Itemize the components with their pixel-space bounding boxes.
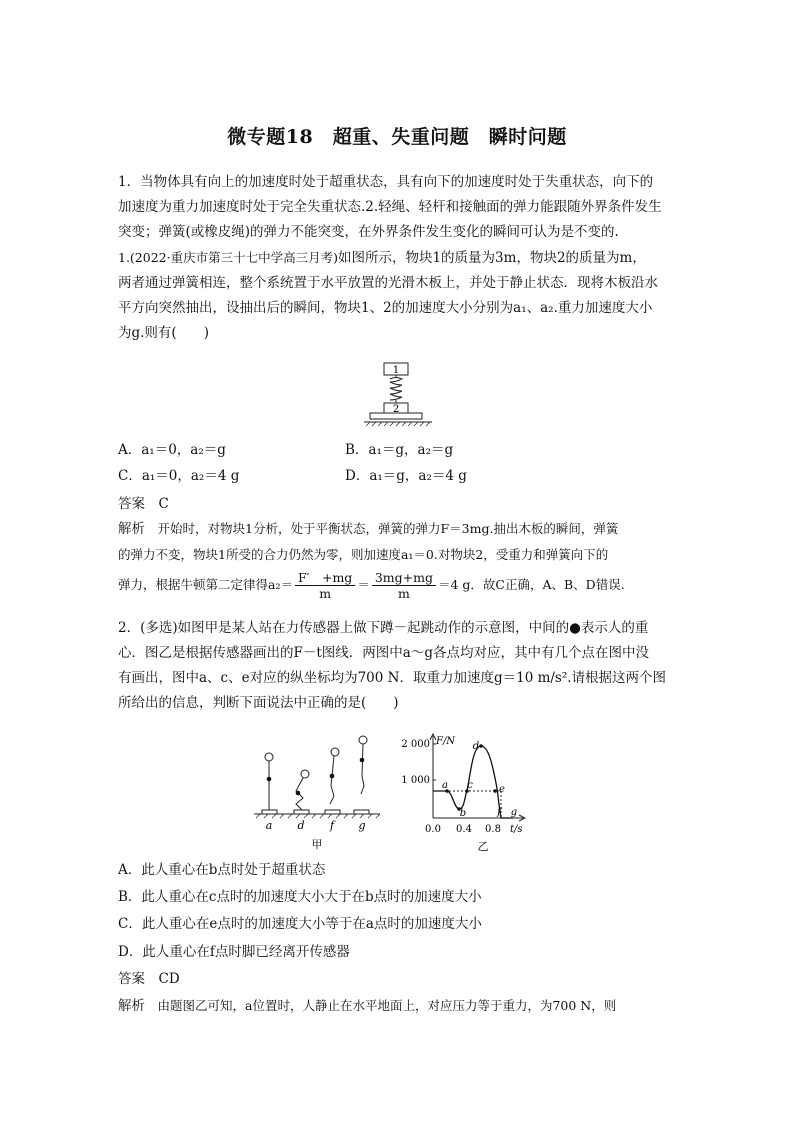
question-1-line-3: 平方向突然抽出，设抽出后的瞬间，物块1、2的加速度大小分别为a₁、a₂.重力加速度大小 <box>118 300 653 316</box>
point-e: e <box>499 784 505 795</box>
question-2-line-3: 有画出，图中a、c、e对应的纵坐标均为700 N．取重力加速度g＝10 m/s².请根据这两个图 <box>118 670 667 686</box>
block-1-label: 1 <box>392 365 400 376</box>
q1-analysis-text-1: 开始时，对物块1分析，处于平衡状态，弹簧的弹力F＝3mg.抽出木板的瞬间，弹簧 <box>157 521 619 536</box>
fraction-1-numerator: F′ +mg <box>295 570 355 586</box>
question-2-line-1: 2．(多选)如图甲是某人站在力传感器上做下蹲－起跳动作的示意图，中间的●表示人的重 <box>118 620 649 636</box>
fraction-2-numerator: 3mg+mg <box>372 570 436 586</box>
intro-line-2: 加速度为重力加速度时处于完全失重状态.2.轻绳、轻杆和接触面的弹力能跟随外界条件发生 <box>118 199 662 215</box>
q2-answer-label: 答案 <box>118 971 145 987</box>
q2-option-a: A．此人重心在b点时处于超重状态 <box>118 862 326 878</box>
person-a <box>265 753 273 810</box>
q2-option-b: B．此人重心在c点时的加速度大小大于在b点时的加速度大小 <box>118 889 482 905</box>
q1-answer <box>118 492 169 512</box>
block-2-label: 2 <box>392 404 400 415</box>
fraction-2-denominator: m <box>397 586 410 601</box>
ground-hatch <box>366 422 430 426</box>
y-tick-2000: 2 000 <box>401 739 430 750</box>
question-1-line-2: 两者通过弹簧相连，整个系统置于水平放置的光滑木板上，并处于静止状态．现将木板沿水 <box>118 275 658 291</box>
q2-analysis-text: 由题图乙可知，a位置时，人静止在水平地面上，对应压力等于重力，为700 N，则 <box>157 998 617 1013</box>
spring-blocks-figure <box>360 360 440 428</box>
y-axis-label: F/N <box>436 736 456 747</box>
intro-line-1: 1．当物体具有向上的加速度时处于超重状态，具有向下的加速度时处于失重状态，向下的 <box>118 174 654 190</box>
q2-answer-value: CD <box>158 971 180 987</box>
question-1 <box>118 245 678 346</box>
q1-answer-value: C <box>158 496 169 512</box>
person-f <box>330 748 339 804</box>
q2-answer <box>118 967 180 987</box>
q2-analysis-label: 解析 <box>118 998 145 1014</box>
intro-paragraph <box>118 170 678 245</box>
y-tick-1000: 1 000 <box>401 775 430 786</box>
q2-analysis <box>118 993 678 1019</box>
label-d: d <box>297 819 305 832</box>
caption-jia: 甲 <box>311 838 323 851</box>
q1-option-d: D．a₁＝g，a₂＝4 g <box>345 468 467 484</box>
caption-yi: 乙 <box>477 840 489 853</box>
x-tick-0-4: 0.4 <box>456 824 472 835</box>
intro-line-3: 突变；弹簧(或橡皮绳)的弹力不能突变，在外界条件发生变化的瞬间可认为是不变的. <box>118 224 619 240</box>
label-f: f <box>329 819 335 832</box>
q1-analysis-line-2: 的弹力不变，物块1所受的合力仍然为零，则加速度a₁＝0.对物块2，受重力和弹簧向下的 <box>118 547 609 562</box>
force-time-graph-yi <box>395 728 545 853</box>
point-c: c <box>467 780 473 791</box>
question-1-line-4: 为g.则有( ) <box>118 325 209 341</box>
label-g: g <box>358 819 366 832</box>
q1-analysis-label: 解析 <box>118 521 145 537</box>
question-2-line-2: 心．图乙是根据传感器画出的F－t图线．两图中a～g各点均对应，其中有几个点在图中没 <box>118 645 649 661</box>
q2-option-d: D．此人重心在f点时脚已经离开传感器 <box>118 944 350 960</box>
q1-analysis <box>118 516 678 602</box>
squat-jump-figure-jia <box>250 728 385 853</box>
q1-option-c: C．a₁＝0，a₂＝4 g <box>118 468 240 484</box>
q1-option-b: B．a₁＝g，a₂＝g <box>345 442 454 458</box>
equals-sign: ＝ <box>357 577 370 592</box>
point-d: d <box>472 741 480 752</box>
spring <box>390 375 402 403</box>
x-axis-label: t/s <box>510 824 523 835</box>
q1-answer-label: 答案 <box>118 496 145 512</box>
point-b: b <box>459 808 467 819</box>
q1-analysis-line-3 <box>118 568 678 602</box>
fraction-1 <box>295 570 355 601</box>
question-1-line-1 <box>118 245 678 271</box>
point-f: f <box>497 807 501 818</box>
x-tick-0-8: 0.8 <box>485 824 501 835</box>
question-2 <box>118 616 678 716</box>
point-g: g <box>510 807 518 818</box>
page-title: 微专题18 超重、失重问题 瞬时问题 <box>227 126 567 148</box>
q2-option-c: C．此人重心在e点时的加速度大小等于在a点时的加速度大小 <box>118 916 482 932</box>
question-1-source: 1.(2022·重庆市第三十七中学高三月考) <box>118 250 338 265</box>
person-d <box>296 770 309 810</box>
fraction-2 <box>372 570 436 601</box>
point-a: a <box>442 780 448 791</box>
person-g <box>359 736 367 794</box>
q1-analysis-prefix: 弹力，根据牛顿第二定律得a₂＝ <box>118 577 293 592</box>
q1-analysis-line-1 <box>118 516 678 542</box>
q1-option-a: A．a₁＝0，a₂＝g <box>118 442 226 458</box>
question-2-line-4: 所给出的信息，判断下面说法中正确的是( ) <box>118 695 399 711</box>
q1-analysis-suffix: ＝4 g．故C正确，A、B、D错误. <box>437 577 625 592</box>
label-a: a <box>265 819 273 832</box>
question-1-text-1: 如图所示，物块1的质量为3m，物块2的质量为m， <box>337 250 646 266</box>
x-tick-0: 0.0 <box>425 824 441 835</box>
fraction-1-denominator: m <box>319 586 332 601</box>
